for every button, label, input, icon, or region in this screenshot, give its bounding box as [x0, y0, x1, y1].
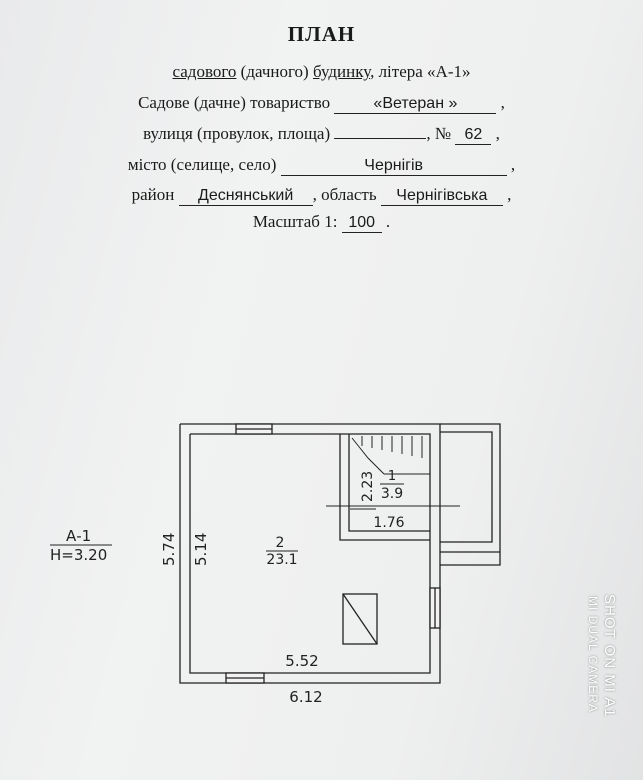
city-value: Чернігів [281, 157, 507, 176]
scale-end: . [385, 212, 391, 231]
number-label: , № [426, 124, 452, 143]
city-label: місто (селище, село) [127, 155, 277, 174]
room2-number: 2 [275, 535, 285, 551]
street-end: , [495, 124, 500, 143]
outer-width-dim: 6.12 [289, 688, 323, 706]
room2-area: 23.1 [266, 552, 298, 568]
district-label: район [131, 185, 175, 204]
region-value: Чернігівська [381, 187, 503, 206]
society-end: , [500, 93, 505, 112]
society-label: Садове (дачне) товариство [138, 93, 331, 112]
outer-height-dim: 5.74 [160, 532, 178, 566]
city-end: , [510, 155, 516, 174]
terrace-outline [440, 424, 500, 565]
room1-number: 1 [387, 469, 397, 484]
room1-width-dim: 1.76 [373, 515, 405, 531]
room2-height-dim: 5.14 [192, 532, 210, 566]
scale-value: 100 [342, 214, 382, 233]
district-value: Деснянський [179, 187, 313, 206]
street-label: вулиця (провулок, площа) [143, 124, 331, 143]
house-type-word: садового [172, 62, 237, 81]
house-word: будинку [312, 62, 371, 81]
house-type-paren: (дачного) [236, 62, 313, 81]
watermark-line-2: MI DUAL CAMERA [586, 596, 600, 713]
region-label: , область [312, 185, 377, 204]
camera-watermark [578, 590, 638, 780]
room2-width-dim: 5.52 [285, 652, 319, 670]
letter-text: , літера «А-1» [370, 62, 471, 81]
building-letter: А-1 [66, 527, 92, 545]
room1-area: 3.9 [380, 486, 404, 502]
page-title: ПЛАН [287, 22, 356, 46]
scale-label: Масштаб 1: [252, 212, 338, 231]
outer-wall [180, 424, 440, 683]
watermark-line-1: SHOT ON MI A1 [601, 594, 618, 718]
room1-height-dim: 2.23 [360, 470, 376, 502]
society-value: «Ветеран » [334, 95, 496, 114]
building-height: Н=3.20 [50, 546, 108, 564]
region-end: , [507, 185, 512, 204]
number-value: 62 [455, 126, 491, 145]
